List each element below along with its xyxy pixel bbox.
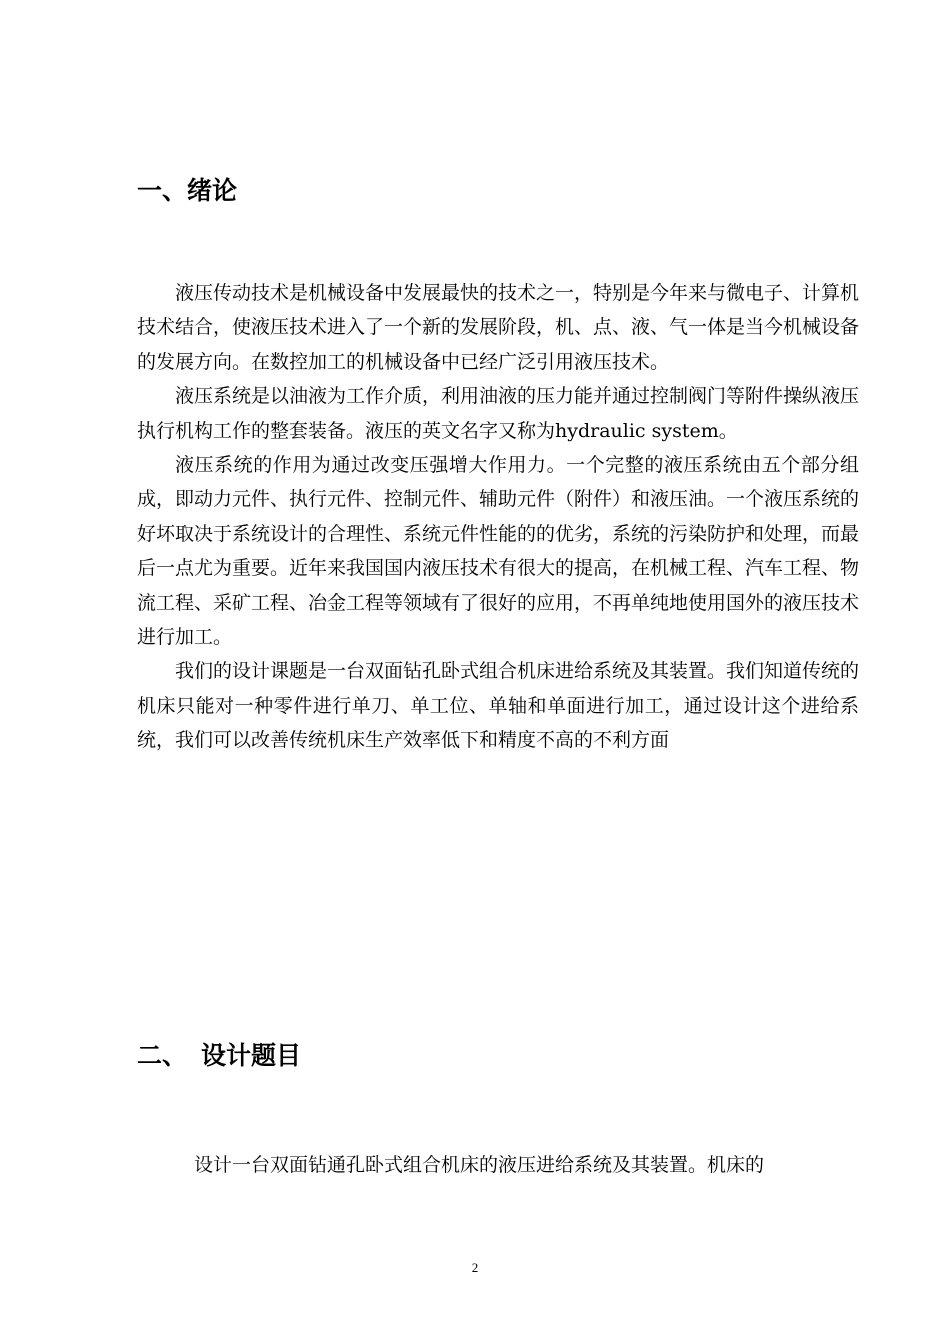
page-number: 2 <box>471 1260 479 1275</box>
section-2-paragraph-1: 设计一台双面钻通孔卧式组合机床的液压进给系统及其装置。机床的 <box>194 1154 765 1176</box>
section-1-paragraph-3: 液压系统的作用为通过改变压强增大作用力。一个完整的液压系统由五个部分组成，即动力元件、执行元件、控制元件、辅助元件（附件）和液压油。一个液压系统的好坏取决于系统设计的合理性、系统元件性能的的优劣，系统的污染防护和处理，而最后一点尤为重要。近年来我国国内液压技术有很大的提高，在机械工程、汽车工程、物流工程、采矿工程、冶金工程等领域有了很好的应用，不再单纯地使用国外的液压技术进行加工。 <box>137 454 860 649</box>
section-1-heading: 一、绪论 <box>137 176 238 205</box>
section-2-heading-title: 设计题目 <box>201 1041 302 1070</box>
section-1-paragraph-2: 液压系统是以油液为工作介质，利用油液的压力能并通过控制阀门等附件操纵液压执行机构工作的整套装备。液压的英文名字又称为hydraulic system。 <box>137 385 860 442</box>
section-2-heading <box>137 1040 301 1072</box>
section-2-heading-number: 二、 <box>137 1041 188 1070</box>
section-1-paragraph-1: 液压传动技术是机械设备中发展最快的技术之一，特别是今年来与微电子、计算机技术结合，使液压技术进入了一个新的发展阶段，机、点、液、气一体是当今机械设备的发展方向。在数控加工的机械设备中已经广泛引用液压技术。 <box>137 282 860 373</box>
section-2-body <box>137 1148 859 1182</box>
section-1-paragraph-4: 我们的设计课题是一台双面钻孔卧式组合机床进给系统及其装置。我们知道传统的机床只能对一种零件进行单刀、单工位、单轴和单面进行加工，通过设计这个进给系统，我们可以改善传统机床生产效率低下和精度不高的不利方面 <box>137 660 860 752</box>
section-1-body <box>137 276 859 758</box>
